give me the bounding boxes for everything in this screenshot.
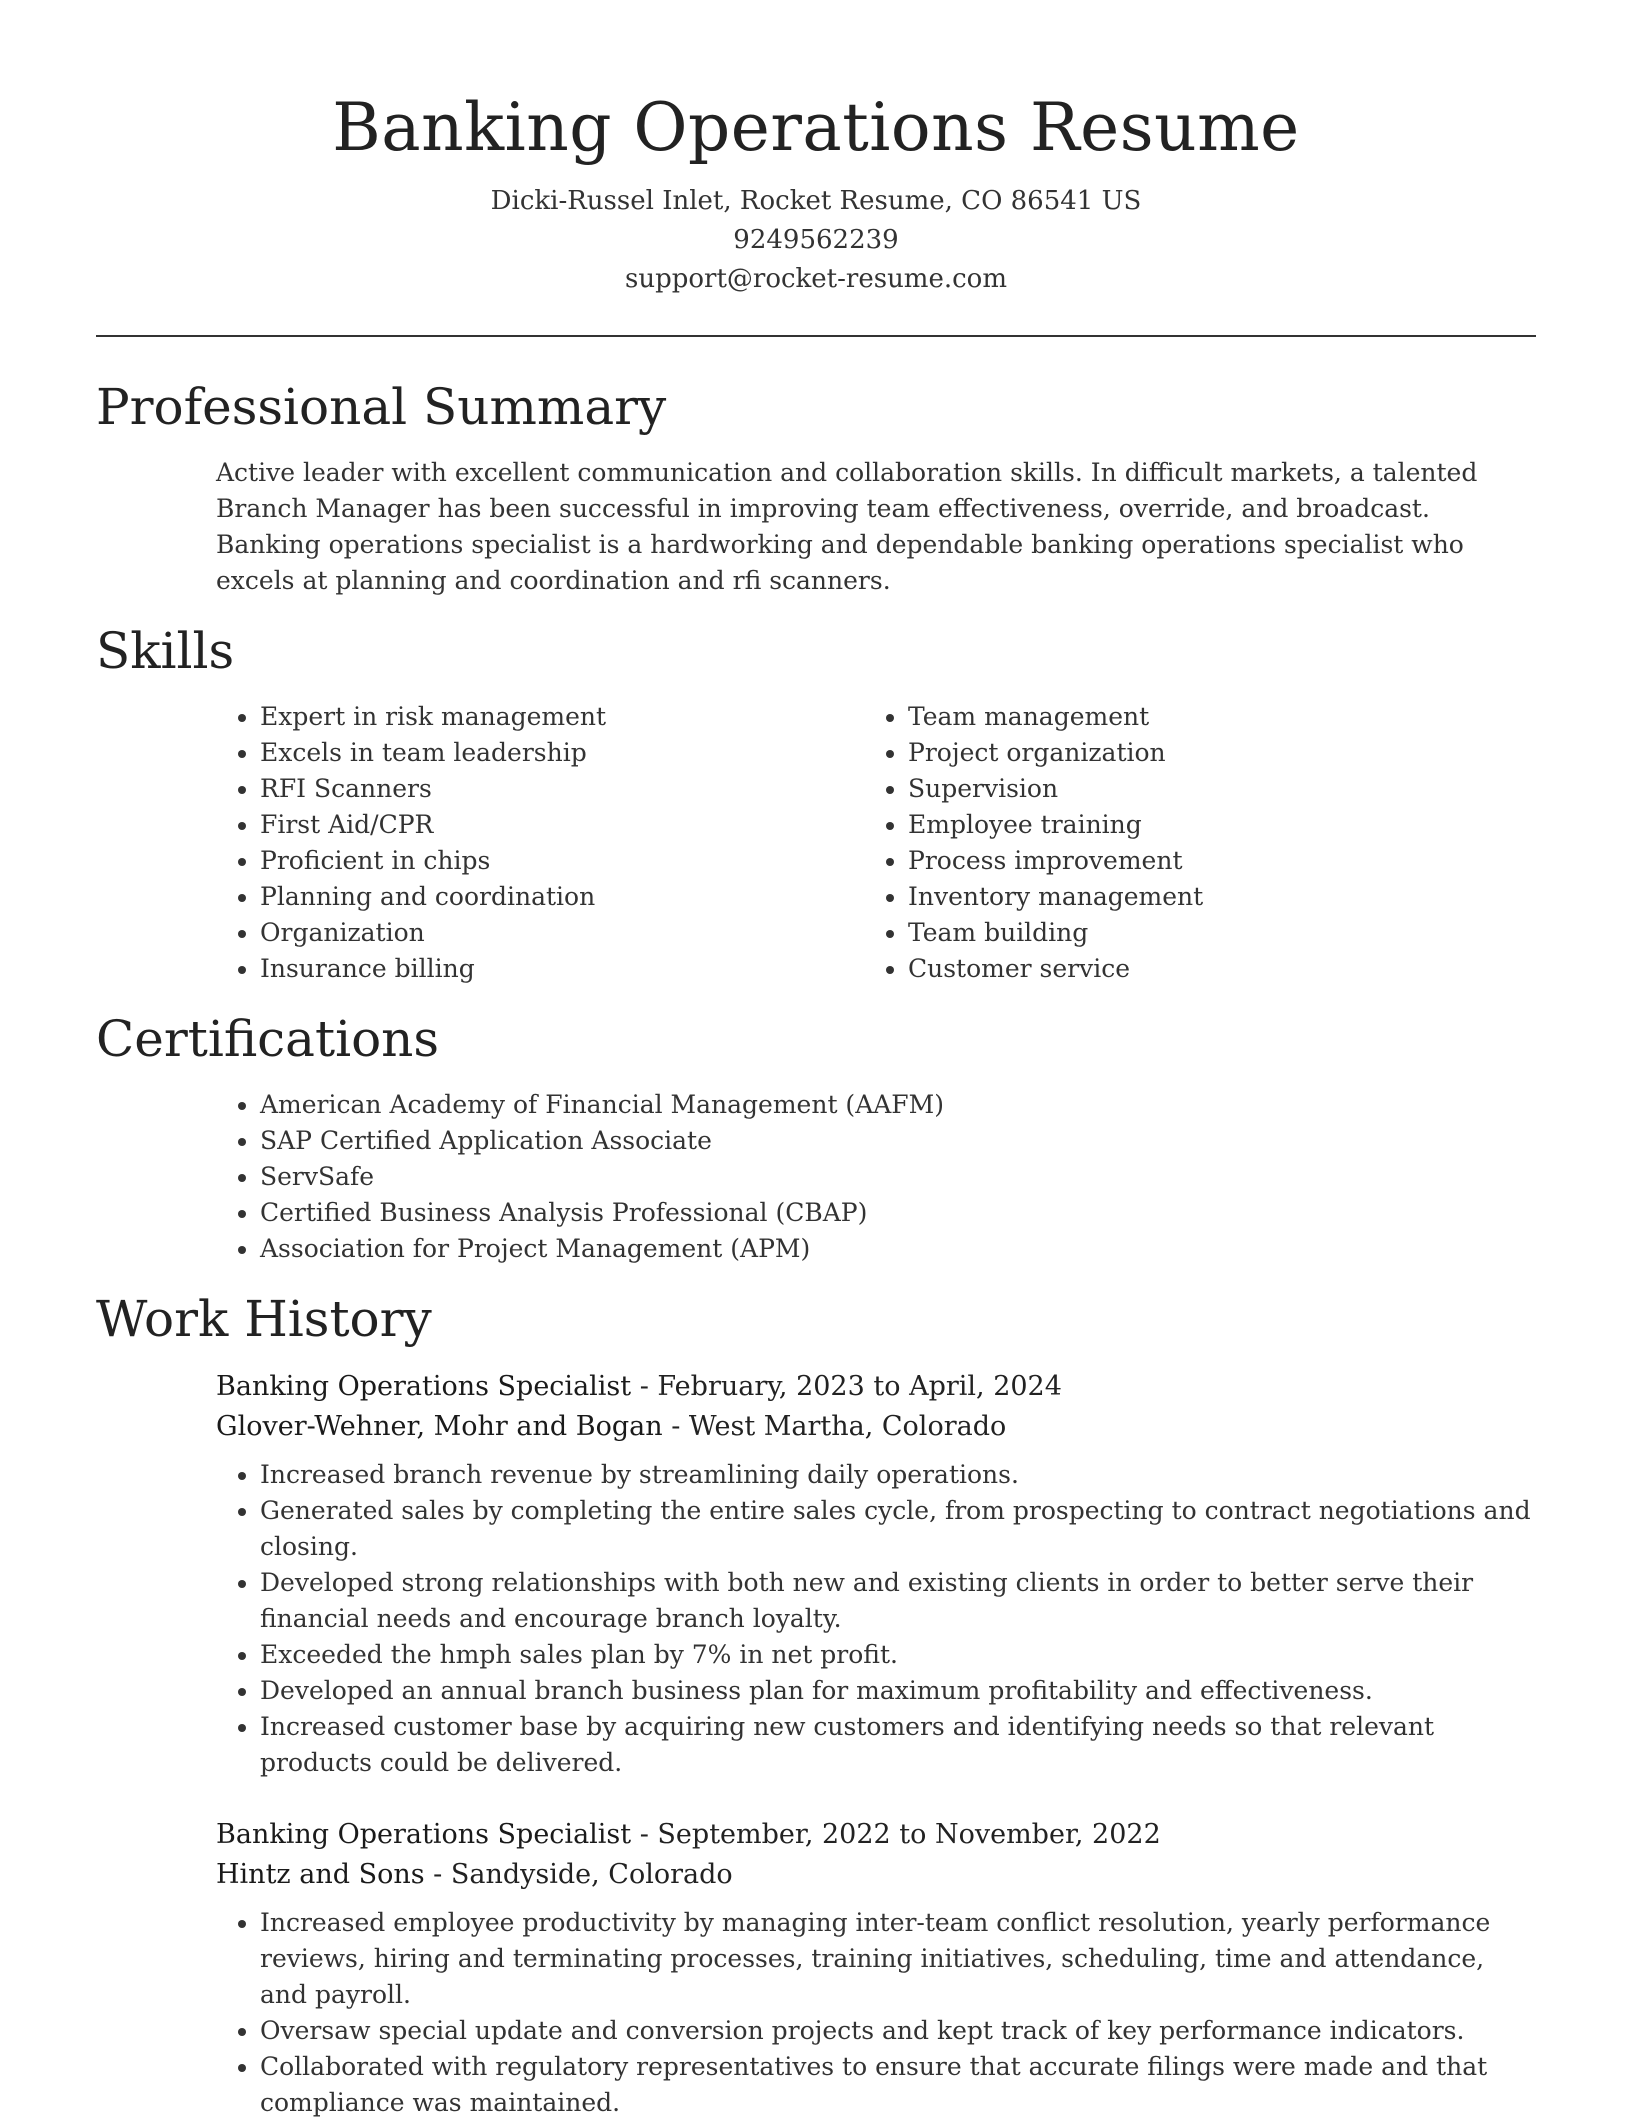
job-company-line <box>216 1855 1536 1895</box>
job-entry <box>216 1815 1536 2121</box>
email: support@rocket-resume.com <box>624 264 1007 294</box>
job-location: - Sandyside, Colorado <box>424 1859 733 1890</box>
resume-header <box>0 0 1632 299</box>
certifications-heading: Certifications <box>96 1010 440 1068</box>
skills-section <box>0 621 1632 987</box>
job-bullet: • Increased customer base by acquiring new customers and identifying needs so that relevant products could be delivered. <box>260 1709 1536 1781</box>
job-bullet: • Oversaw special update and conversion projects and kept track of key performance indicators. <box>260 2013 1536 2049</box>
job-company: Glover-Wehner, Mohr and Bogan <box>216 1411 663 1442</box>
skill-item: • Customer service <box>908 951 1512 987</box>
skill-item: • Team management <box>908 699 1512 735</box>
phone: 9249562239 <box>733 225 899 255</box>
job-company: Hintz and Sons <box>216 1859 425 1890</box>
skill-item: • Proficient in chips <box>260 843 864 879</box>
job-bullets <box>216 1457 1536 1781</box>
header-divider <box>96 335 1536 337</box>
certification-item: • American Academy of Financial Management (AAFM) <box>260 1087 1536 1123</box>
summary-heading: Professional Summary <box>96 378 667 436</box>
certification-item: • Association for Project Management (APM) <box>260 1231 1536 1267</box>
skill-item: • Inventory management <box>908 879 1512 915</box>
skills-column-right <box>864 699 1512 987</box>
skill-item: • Team building <box>908 915 1512 951</box>
job-bullets <box>216 1905 1536 2121</box>
skill-item: • Process improvement <box>908 843 1512 879</box>
job-bullet: • Developed strong relationships with both new and existing clients in order to better serve their financial needs and encourage branch loyalty. <box>260 1565 1536 1637</box>
job-title-line <box>216 1367 1536 1407</box>
job-location: - West Martha, Colorado <box>662 1411 1007 1442</box>
skill-item: • Insurance billing <box>260 951 864 987</box>
skill-item: • Organization <box>260 915 864 951</box>
job-title: Banking Operations Specialist <box>216 1819 632 1850</box>
skill-item: • Supervision <box>908 771 1512 807</box>
certification-item: • Certified Business Analysis Professional (CBAP) <box>260 1195 1536 1231</box>
contact-info <box>0 182 1632 299</box>
job-dates: - February, 2023 to April, 2024 <box>631 1371 1062 1402</box>
job-bullet: • Developed an annual branch business plan for maximum profitability and effectiveness. <box>260 1673 1536 1709</box>
certifications-list <box>216 1087 1536 1267</box>
summary-section <box>0 377 1632 599</box>
job-bullet: • Exceeded the hmph sales plan by 7% in net profit. <box>260 1637 1536 1673</box>
skill-item: • First Aid/CPR <box>260 807 864 843</box>
certifications-section <box>0 1009 1632 1267</box>
skills-heading: Skills <box>96 622 235 680</box>
job-entry <box>216 1367 1536 1781</box>
skill-item: • Employee training <box>908 807 1512 843</box>
work-history-heading: Work History <box>96 1290 432 1348</box>
resume-title: Banking Operations Resume <box>332 89 1300 166</box>
job-company-line <box>216 1407 1536 1447</box>
skill-item: • Project organization <box>908 735 1512 771</box>
skills-column-left <box>216 699 864 987</box>
job-title-line <box>216 1815 1536 1855</box>
job-bullet: • Collaborated with regulatory representatives to ensure that accurate filings were made and that compliance was maintained. <box>260 2049 1536 2121</box>
work-history-section <box>0 1289 1632 2121</box>
job-bullet: • Increased branch revenue by streamlining daily operations. <box>260 1457 1536 1493</box>
skill-item: • Expert in risk management <box>260 699 864 735</box>
skill-item: • RFI Scanners <box>260 771 864 807</box>
job-dates: - September, 2022 to November, 2022 <box>631 1819 1161 1850</box>
skills-grid <box>216 699 1536 987</box>
certification-item: • ServSafe <box>260 1159 1536 1195</box>
summary-text: Active leader with excellent communication and collaboration skills. In difficult markets, a talented Branch Manager has been successful in improving team effectiveness, override, and broadcast. Banking operations specialist is a hardworking and dependable banking operations specialist who excels at planning and coordination and rfi scanners. <box>216 458 1478 595</box>
skill-item: • Planning and coordination <box>260 879 864 915</box>
address: Dicki-Russel Inlet, Rocket Resume, CO 86541 US <box>490 186 1142 216</box>
job-bullet: • Increased employee productivity by managing inter-team conflict resolution, yearly performance reviews, hiring and terminating processes, training initiatives, scheduling, time and attendance, and payroll. <box>260 1905 1536 2013</box>
job-title: Banking Operations Specialist <box>216 1371 632 1402</box>
certification-item: • SAP Certified Application Associate <box>260 1123 1536 1159</box>
job-bullet: • Generated sales by completing the entire sales cycle, from prospecting to contract negotiations and closing. <box>260 1493 1536 1565</box>
skill-item: • Excels in team leadership <box>260 735 864 771</box>
